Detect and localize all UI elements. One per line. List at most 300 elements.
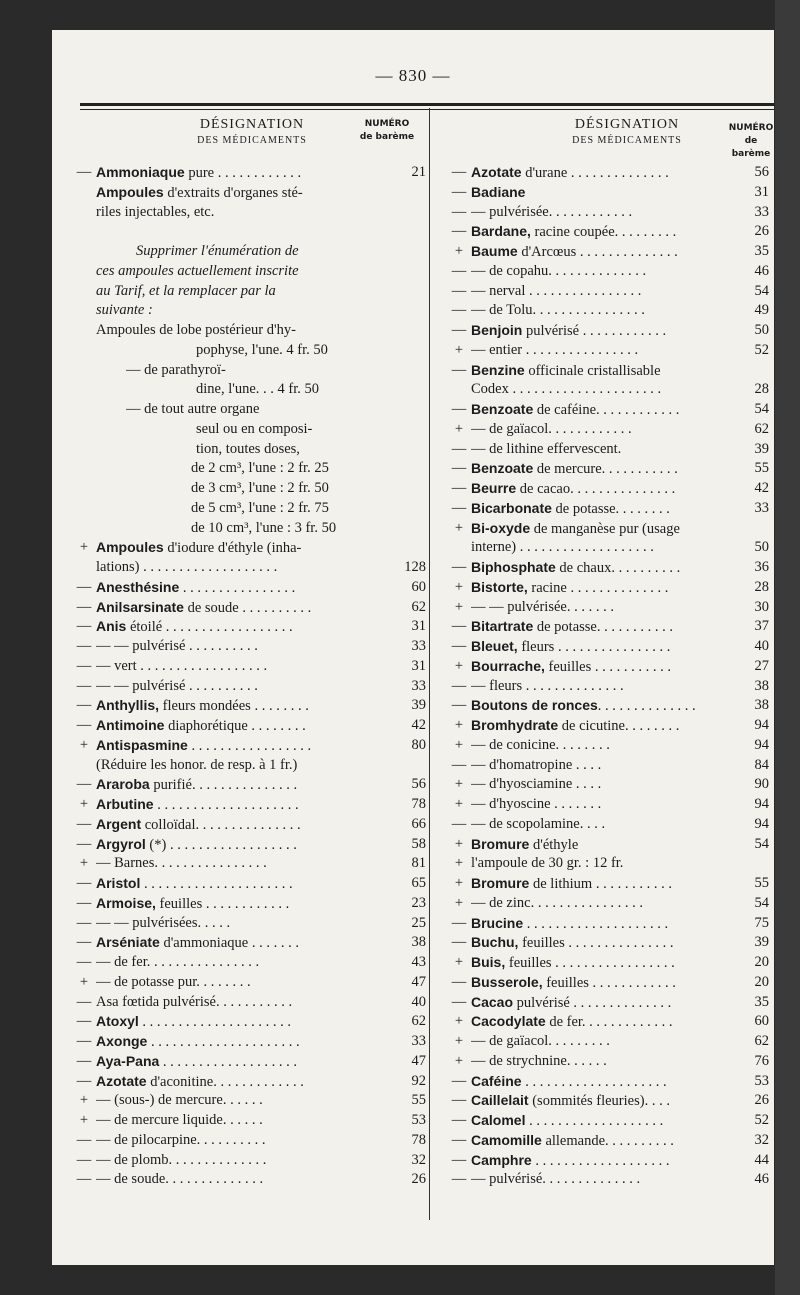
- tariff-number: 75: [754, 914, 769, 931]
- medicine-detail: — de zinc. . . . . . . . . . . . . . . .: [471, 894, 643, 911]
- medicine-name: Benzoate: [471, 401, 534, 417]
- tariff-number: 55: [754, 460, 769, 477]
- list-item: [447, 933, 769, 953]
- medicine-name: Antimoine: [96, 717, 165, 733]
- medicine-designation: [471, 321, 756, 342]
- medicine-designation: [471, 380, 756, 400]
- tariff-mark: —: [451, 1131, 467, 1148]
- left-number-header-top: NUMÉRO: [364, 119, 410, 129]
- medicine-designation: [96, 874, 376, 895]
- medicine-designation: [96, 835, 376, 856]
- medicine-detail: — de gaïacol. . . . . . . . .: [471, 1033, 610, 1049]
- medicine-detail: de manganèse pur (usage: [530, 520, 680, 537]
- list-item: [447, 578, 769, 598]
- medicine-name: Biphosphate: [471, 559, 556, 575]
- medicine-name: Camomille: [471, 1131, 542, 1148]
- medicine-detail: — vert . . . . . . . . . . . . . . . . . .: [96, 657, 268, 674]
- medicine-detail: — de conicine. . . . . . . .: [471, 736, 610, 753]
- medicine-detail: . . . . . . . . . . . . . . . . . . . .: [523, 915, 669, 932]
- tariff-number: 39: [411, 697, 426, 714]
- tariff-number: 20: [754, 973, 769, 990]
- medicine-name: Aya-Pana: [96, 1052, 160, 1069]
- list-item: [72, 578, 426, 598]
- medicine-detail: — de potasse pur. . . . . . . .: [96, 973, 251, 990]
- medicine-designation: [471, 874, 756, 895]
- tariff-mark: —: [451, 697, 467, 714]
- tariff-number: 62: [754, 420, 769, 437]
- medicine-detail: — — pulvérisé . . . . . . . . . .: [96, 638, 258, 654]
- medicine-detail: — pulvérisé. . . . . . . . . . . . . .: [471, 1171, 641, 1188]
- medicine-designation: [471, 341, 756, 361]
- medicine-designation: [471, 933, 756, 954]
- medicine-name: Bourrache,: [471, 657, 545, 674]
- medicine-name: Bistorte,: [471, 578, 528, 595]
- tariff-mark: +: [454, 1013, 464, 1030]
- tariff-mark: —: [451, 1072, 467, 1089]
- medicine-detail: (Réduire les honor. de resp. à 1 fr.): [96, 756, 298, 773]
- medicine-designation: [96, 1170, 376, 1190]
- tariff-mark: —: [451, 756, 467, 773]
- medicine-designation: [471, 637, 756, 658]
- list-item: [447, 499, 769, 519]
- medicine-detail: de fer. . . . . . . . . . . . .: [545, 1014, 673, 1031]
- medicine-detail: Codex . . . . . . . . . . . . . . . . . . . . .: [471, 381, 662, 398]
- list-item: [72, 1032, 426, 1052]
- medicine-designation: [471, 1012, 756, 1033]
- list-item: [447, 1052, 769, 1072]
- tariff-number: 62: [754, 1033, 769, 1049]
- medicine-detail: pure . . . . . . . . . . . .: [184, 165, 302, 181]
- medicine-designation: [471, 420, 756, 440]
- list-item: [447, 242, 769, 262]
- medicine-detail: purifié. . . . . . . . . . . . . . .: [149, 777, 298, 794]
- tariff-number: 38: [754, 677, 769, 694]
- medicine-designation: [471, 736, 756, 756]
- tariff-number: 31: [754, 183, 769, 200]
- tariff-mark: —: [451, 361, 467, 378]
- medicine-detail: d'urane . . . . . . . . . . . . . .: [521, 165, 669, 181]
- tariff-mark: —: [76, 934, 92, 951]
- medicine-name: Bitartrate: [471, 618, 534, 635]
- medicine-detail: d'aconitine. . . . . . . . . . . . .: [146, 1073, 304, 1090]
- medicine-name: Ampoules: [96, 183, 164, 200]
- medicine-designation: [96, 953, 376, 973]
- tariff-number: 26: [754, 1092, 769, 1109]
- medicine-designation: [471, 440, 756, 460]
- medicine-designation: [471, 914, 756, 935]
- medicine-name: Brucine: [471, 914, 524, 931]
- tariff-mark: —: [451, 677, 467, 694]
- tariff-number: 27: [754, 657, 769, 674]
- tariff-number: 50: [754, 322, 769, 338]
- medicine-detail: dine, l'une. . . 4 fr. 50: [196, 381, 320, 398]
- tariff-mark: —: [76, 618, 92, 635]
- medicine-detail: . . . . . . . . . . . . . . . . . . .: [159, 1053, 298, 1070]
- medicine-name: Busserole,: [471, 973, 543, 990]
- list-item: [72, 420, 426, 440]
- medicine-detail: (*) . . . . . . . . . . . . . . . . . .: [145, 836, 297, 853]
- medicine-detail: de 5 cm³, l'une : 2 fr. 75: [191, 499, 329, 516]
- medicine-detail: racine coupée. . . . . . . . .: [530, 224, 677, 241]
- medicine-designation: [96, 1091, 376, 1111]
- list-item: [72, 1052, 426, 1072]
- tariff-mark: +: [79, 539, 89, 556]
- medicine-name: Bicarbonate: [471, 499, 552, 516]
- medicine-name: Baume: [471, 243, 518, 259]
- medicine-name: Azotate: [471, 164, 522, 180]
- tariff-number: 60: [411, 578, 426, 595]
- medicine-detail: . . . . . . . . . . . . . .: [597, 698, 696, 715]
- tariff-mark: +: [454, 894, 464, 911]
- tariff-mark: —: [76, 954, 92, 970]
- tariff-number: 94: [754, 717, 769, 733]
- medicine-detail: d'éthyle: [529, 836, 579, 853]
- medicine-designation: [471, 756, 756, 776]
- list-item: [447, 1111, 769, 1131]
- medicine-detail: — de soude. . . . . . . . . . . . . .: [96, 1171, 264, 1188]
- medicine-designation: [96, 677, 376, 697]
- tariff-mark: —: [76, 677, 92, 694]
- medicine-designation: [471, 775, 756, 795]
- tariff-number: 54: [754, 894, 769, 911]
- medicine-detail: Asa fœtida pulvérisé. . . . . . . . . . .: [96, 993, 293, 1010]
- tariff-number: 30: [754, 598, 769, 615]
- list-item: [72, 163, 426, 183]
- tariff-mark: —: [76, 578, 92, 595]
- tariff-mark: +: [454, 736, 464, 753]
- medicine-designation: [471, 617, 756, 638]
- list-item: [447, 598, 769, 618]
- tariff-mark: —: [451, 164, 467, 180]
- medicine-designation: [471, 1032, 756, 1052]
- medicine-designation: [96, 933, 376, 954]
- tariff-number: 28: [754, 578, 769, 595]
- list-item: [447, 420, 769, 440]
- list-item: [72, 637, 426, 657]
- medicine-detail: allemande. . . . . . . . . .: [541, 1132, 674, 1149]
- list-item: [72, 993, 426, 1013]
- medicine-detail: l'ampoule de 30 gr. : 12 fr.: [471, 855, 624, 872]
- medicine-detail: — de plomb. . . . . . . . . . . . . .: [96, 1151, 267, 1168]
- medicine-designation: [471, 1151, 756, 1172]
- list-item: [447, 1072, 769, 1092]
- list-item: [447, 183, 769, 203]
- tariff-number: 33: [754, 203, 769, 220]
- tariff-mark: +: [454, 855, 464, 872]
- medicine-name: Azotate: [96, 1072, 147, 1089]
- medicine-detail: d'Arcœus . . . . . . . . . . . . . .: [517, 244, 678, 260]
- list-item: [447, 756, 769, 776]
- tariff-number: 28: [754, 381, 769, 398]
- medicine-name: Anthyllis,: [96, 697, 160, 714]
- medicine-name: Bromure: [471, 875, 530, 891]
- medicine-designation: [96, 736, 376, 757]
- list-item: [447, 973, 769, 993]
- tariff-number: 43: [411, 954, 426, 970]
- list-item: [447, 519, 769, 539]
- medicine-designation: [471, 499, 756, 520]
- tariff-mark: —: [451, 183, 467, 200]
- medicine-designation: [471, 538, 756, 558]
- tariff-number: 20: [754, 954, 769, 970]
- medicine-designation: [191, 519, 376, 539]
- right-number-header: [728, 122, 774, 161]
- tariff-mark: +: [454, 776, 464, 793]
- tariff-mark: —: [451, 559, 467, 575]
- medicine-name: Cacao: [471, 993, 514, 1010]
- medicine-designation: [96, 756, 376, 776]
- medicine-detail: . . . . . . . . . . . . . . . . . . .: [531, 1152, 670, 1169]
- medicine-detail: — Barnes. . . . . . . . . . . . . . . .: [96, 855, 267, 872]
- medicine-detail: de potasse. . . . . . . .: [551, 500, 670, 517]
- medicine-designation: [471, 854, 756, 874]
- tariff-mark: —: [451, 460, 467, 477]
- tariff-mark: —: [451, 203, 467, 220]
- tariff-number: 26: [754, 223, 769, 240]
- list-item: [447, 380, 769, 400]
- medicine-detail: — de scopolamine. . . .: [471, 815, 606, 832]
- medicine-detail: d'ammoniaque . . . . . . .: [159, 935, 299, 952]
- medicine-detail: de cacao. . . . . . . . . . . . . . .: [516, 481, 676, 497]
- medicine-detail: officinale cristallisable: [524, 362, 661, 379]
- tariff-number: 56: [754, 164, 769, 180]
- tariff-mark: —: [451, 1151, 467, 1168]
- medicine-detail: d'iodure d'éthyle (inha-: [163, 540, 302, 557]
- medicine-name: Anis: [96, 618, 127, 635]
- medicine-designation: [471, 815, 756, 835]
- tariff-mark: —: [76, 835, 92, 852]
- medicine-designation: [471, 578, 756, 599]
- tariff-mark: +: [454, 578, 464, 595]
- medicine-detail: de soude . . . . . . . . . .: [183, 599, 312, 616]
- list-item: [72, 558, 426, 578]
- list-item: [72, 519, 426, 539]
- list-item: [72, 716, 426, 736]
- tariff-mark: —: [76, 1013, 92, 1030]
- medicine-name: Bleuet,: [471, 638, 518, 654]
- medicine-name: Arséniate: [96, 934, 160, 951]
- list-item: [447, 262, 769, 282]
- medicine-detail: Ampoules de lobe postérieur d'hy-: [96, 322, 296, 338]
- list-item: [447, 341, 769, 361]
- list-item: [72, 440, 426, 460]
- document-page: [52, 30, 774, 1265]
- list-item: [447, 222, 769, 242]
- list-item: [447, 795, 769, 815]
- header-rule: [80, 103, 774, 106]
- medicine-designation: [471, 1072, 756, 1093]
- list-item: [72, 874, 426, 894]
- list-item: [72, 1072, 426, 1092]
- list-item: [72, 775, 426, 795]
- medicine-designation: [96, 716, 376, 737]
- medicine-designation: [96, 598, 376, 619]
- medicine-detail: de cicutine. . . . . . . .: [558, 718, 680, 734]
- tariff-number: 31: [411, 657, 426, 674]
- list-item: [447, 538, 769, 558]
- list-item: [72, 400, 426, 420]
- medicine-designation: [96, 617, 376, 638]
- tariff-number: 38: [754, 697, 769, 714]
- medicine-name: Boutons de ronces: [471, 697, 598, 714]
- tariff-number: 128: [404, 559, 426, 575]
- tariff-mark: —: [76, 164, 92, 180]
- tariff-number: 52: [754, 341, 769, 358]
- tariff-number: 42: [411, 717, 426, 733]
- list-item: [447, 894, 769, 914]
- medicine-designation: [196, 341, 376, 361]
- tariff-number: 78: [411, 796, 426, 812]
- tariff-number: 56: [411, 776, 426, 793]
- medicine-detail: — d'homatropine . . . .: [471, 756, 602, 773]
- medicine-detail: de lithium . . . . . . . . . . .: [529, 876, 672, 892]
- medicine-designation: [96, 914, 376, 934]
- medicine-name: Arbutine: [96, 796, 154, 812]
- tariff-mark: —: [76, 993, 92, 1010]
- medicine-designation: [96, 1131, 376, 1151]
- tariff-mark: —: [451, 934, 467, 951]
- medicine-designation: [96, 1111, 376, 1131]
- medicine-detail: . . . . . . . . . . . . . . . .: [179, 579, 296, 596]
- medicine-designation: [96, 558, 376, 578]
- medicine-detail: . . . . . . . . . . . . . . . . . . . . .: [147, 1034, 300, 1050]
- tariff-mark: —: [76, 638, 92, 654]
- medicine-name: Camphre: [471, 1151, 532, 1168]
- list-item: [72, 459, 426, 479]
- right-number-header-top: NUMÉRO: [728, 123, 774, 133]
- tariff-number: 44: [754, 1151, 769, 1168]
- tariff-number: 46: [754, 1171, 769, 1188]
- medicine-detail: feuilles . . . . . . . . . . . . . . . . .: [505, 955, 675, 971]
- list-item: [72, 1151, 426, 1171]
- tariff-number: 55: [411, 1092, 426, 1109]
- medicine-designation: [471, 973, 756, 994]
- medicine-designation: [471, 361, 756, 382]
- medicine-detail: pulvérisé . . . . . . . . . . . .: [522, 323, 667, 339]
- tariff-number: 62: [411, 1013, 426, 1030]
- list-item: [447, 203, 769, 223]
- medicine-designation: [471, 953, 756, 974]
- medicine-designation: [471, 262, 756, 282]
- list-item: [72, 677, 426, 697]
- medicine-designation: [471, 479, 756, 500]
- tariff-mark: —: [451, 322, 467, 338]
- list-item: [447, 815, 769, 835]
- medicine-designation: [96, 894, 376, 915]
- medicine-name: Benzine: [471, 361, 525, 378]
- list-item: [72, 380, 426, 400]
- tariff-number: 35: [754, 993, 769, 1010]
- list-item: [447, 163, 769, 183]
- tariff-number: 36: [754, 559, 769, 575]
- medicine-name: Armoise,: [96, 894, 156, 911]
- medicine-designation: [96, 795, 376, 816]
- list-item: [72, 301, 426, 321]
- tariff-mark: —: [76, 717, 92, 733]
- tariff-mark: +: [454, 420, 464, 437]
- list-item: [72, 321, 426, 341]
- list-item: [447, 657, 769, 677]
- right-header-subtitle: DES MÉDICAMENTS: [572, 135, 682, 146]
- medicine-designation: [96, 854, 376, 874]
- medicine-designation: [471, 242, 756, 263]
- tariff-mark: —: [76, 657, 92, 674]
- list-item: [447, 993, 769, 1013]
- medicine-detail: de mercure. . . . . . . . . . .: [533, 461, 678, 478]
- list-item: [447, 677, 769, 697]
- tariff-mark: +: [79, 973, 89, 990]
- medicine-designation: [471, 400, 756, 421]
- list-item: [447, 1170, 769, 1190]
- medicine-detail: — de lithine effervescent.: [471, 440, 622, 457]
- medicine-detail: racine . . . . . . . . . . . . . .: [527, 579, 669, 596]
- medicine-designation: [96, 1052, 376, 1073]
- medicine-designation: [471, 598, 756, 618]
- tariff-number: 54: [754, 401, 769, 417]
- tariff-mark: —: [451, 973, 467, 990]
- tariff-mark: —: [76, 1072, 92, 1089]
- medicine-designation: [471, 1170, 756, 1190]
- tariff-mark: —: [76, 875, 92, 891]
- list-item: [72, 1091, 426, 1111]
- tariff-mark: +: [454, 598, 464, 615]
- medicine-name: Aristol: [96, 875, 141, 891]
- medicine-detail: . . . . . . . . . . . . . . . . . . . .: [153, 797, 299, 813]
- tariff-number: 54: [754, 282, 769, 299]
- list-item: [72, 953, 426, 973]
- list-item: [72, 538, 426, 558]
- right-header-title: DÉSIGNATION: [574, 117, 680, 132]
- list-item: [447, 321, 769, 341]
- medicine-name: Antispasmine: [96, 736, 188, 753]
- left-number-header: [357, 118, 417, 144]
- medicine-designation: [96, 578, 376, 599]
- medicine-detail: — de pilocarpine. . . . . . . . . .: [96, 1131, 266, 1148]
- tariff-number: 46: [754, 262, 769, 279]
- tariff-number: 25: [411, 914, 426, 931]
- medicine-detail: pophyse, l'une. 4 fr. 50: [196, 341, 328, 358]
- medicine-designation: [96, 321, 376, 341]
- list-item: [72, 1111, 426, 1131]
- medicine-designation: [471, 716, 756, 737]
- list-item: [72, 736, 426, 756]
- medicine-designation: [191, 479, 376, 499]
- medicine-designation: [126, 400, 376, 420]
- tariff-number: 62: [411, 598, 426, 615]
- tariff-mark: —: [451, 1112, 467, 1128]
- medicine-designation: [471, 835, 756, 856]
- tariff-number: 33: [411, 1033, 426, 1049]
- tariff-mark: +: [454, 519, 464, 536]
- list-item: [72, 657, 426, 677]
- tariff-mark: —: [451, 440, 467, 457]
- medicine-detail: — d'hyosciamine . . . .: [471, 776, 602, 793]
- medicine-detail: feuilles . . . . . . . . . . . .: [542, 974, 676, 991]
- medicine-designation: [96, 993, 376, 1013]
- tariff-mark: +: [454, 657, 464, 674]
- medicine-name: Benzoate: [471, 460, 534, 477]
- tariff-mark: —: [451, 401, 467, 417]
- tariff-number: 42: [754, 480, 769, 496]
- list-item: [72, 815, 426, 835]
- medicine-name: Araroba: [96, 776, 150, 793]
- tariff-number: 53: [754, 1072, 769, 1089]
- tariff-mark: —: [451, 815, 467, 832]
- medicine-designation: [96, 183, 376, 204]
- medicine-name: Cacodylate: [471, 1013, 546, 1030]
- medicine-designation: [96, 301, 376, 321]
- medicine-designation: [96, 775, 376, 796]
